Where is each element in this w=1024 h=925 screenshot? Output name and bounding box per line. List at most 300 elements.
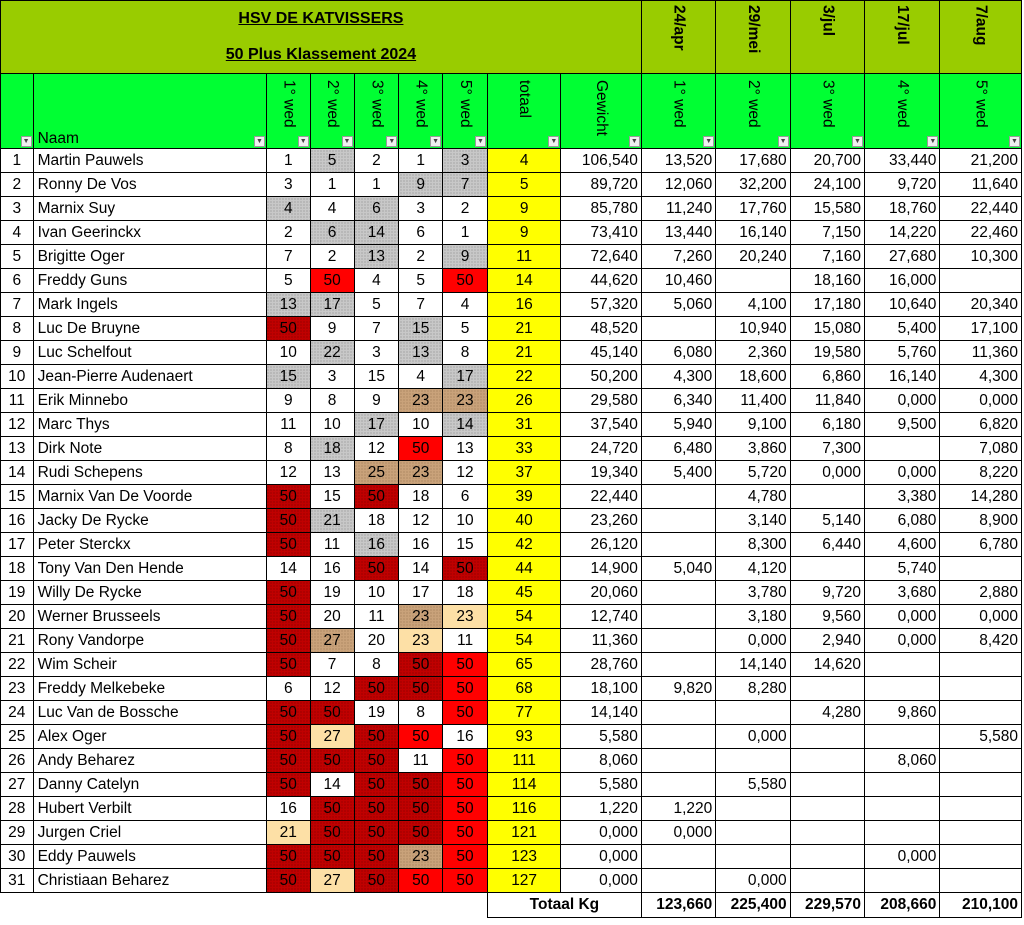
weight-cell-wed1[interactable] [641,533,715,557]
weight-cell-wed2[interactable]: 17,680 [716,149,790,173]
gewicht-cell[interactable]: 45,140 [561,341,642,365]
filter-dropdown-icon[interactable]: ▼ [548,136,559,147]
rank-cell[interactable]: 31 [1,869,34,893]
weight-cell-wed5[interactable] [940,773,1022,797]
place-cell-wed5[interactable]: 8 [443,341,488,365]
filter-dropdown-icon[interactable]: ▼ [629,136,640,147]
rank-cell[interactable]: 11 [1,389,34,413]
weight-cell-wed5[interactable] [940,797,1022,821]
place-cell-wed2[interactable]: 13 [310,461,354,485]
weight-cell-wed1[interactable]: 4,300 [641,365,715,389]
weight-cell-wed3[interactable] [790,725,864,749]
weight-cell-wed1[interactable] [641,581,715,605]
weight-cell-wed2[interactable] [716,821,790,845]
weight-cell-wed2[interactable] [716,845,790,869]
place-cell-wed1[interactable]: 10 [266,341,310,365]
place-cell-wed5[interactable]: 5 [443,317,488,341]
filter-dropdown-icon[interactable]: ▼ [475,136,486,147]
totaal-cell[interactable]: 116 [487,797,560,821]
weight-cell-wed1[interactable] [641,629,715,653]
totaal-cell[interactable]: 11 [487,245,560,269]
gewicht-cell[interactable]: 18,100 [561,677,642,701]
name-cell[interactable]: Luc Van de Bossche [33,701,266,725]
gewicht-cell[interactable]: 14,900 [561,557,642,581]
name-cell[interactable]: Luc De Bruyne [33,317,266,341]
weight-cell-wed2[interactable]: 0,000 [716,869,790,893]
place-cell-wed5[interactable]: 50 [443,653,488,677]
weight-cell-wed3[interactable]: 6,440 [790,533,864,557]
totaal-cell[interactable]: 68 [487,677,560,701]
place-cell-wed3[interactable]: 1 [354,173,399,197]
name-cell[interactable]: Peter Sterckx [33,533,266,557]
name-cell[interactable]: Jean-Pierre Audenaert [33,365,266,389]
name-cell[interactable]: Tony Van Den Hende [33,557,266,581]
col-header-totaal[interactable] [487,74,560,149]
place-cell-wed1[interactable]: 12 [266,461,310,485]
filter-dropdown-icon[interactable]: ▼ [342,136,353,147]
place-cell-wed1[interactable]: 50 [266,317,310,341]
place-cell-wed1[interactable]: 50 [266,605,310,629]
place-cell-wed5[interactable]: 12 [443,461,488,485]
place-cell-wed2[interactable]: 8 [310,389,354,413]
totaal-cell[interactable]: 54 [487,605,560,629]
weight-cell-wed5[interactable] [940,821,1022,845]
weight-cell-wed5[interactable] [940,749,1022,773]
weight-cell-wed3[interactable]: 19,580 [790,341,864,365]
place-cell-wed4[interactable]: 16 [399,533,443,557]
name-cell[interactable]: Danny Catelyn [33,773,266,797]
place-cell-wed2[interactable]: 50 [310,749,354,773]
place-cell-wed1[interactable]: 50 [266,509,310,533]
col-header-wed2[interactable] [310,74,354,149]
total-kg-wed2[interactable]: 225,400 [716,893,790,918]
name-cell[interactable]: Brigitte Oger [33,245,266,269]
place-cell-wed5[interactable]: 4 [443,293,488,317]
rank-cell[interactable]: 6 [1,269,34,293]
weight-cell-wed5[interactable]: 7,080 [940,437,1022,461]
place-cell-wed5[interactable]: 18 [443,581,488,605]
place-cell-wed1[interactable]: 14 [266,557,310,581]
place-cell-wed2[interactable]: 21 [310,509,354,533]
weight-cell-wed2[interactable]: 4,780 [716,485,790,509]
filter-dropdown-icon[interactable]: ▼ [298,136,309,147]
filter-dropdown-icon[interactable]: ▼ [703,136,714,147]
weight-cell-wed1[interactable]: 11,240 [641,197,715,221]
weight-cell-wed4[interactable] [865,437,940,461]
weight-cell-wed2[interactable]: 3,860 [716,437,790,461]
col-header-wed1[interactable] [266,74,310,149]
weight-cell-wed3[interactable]: 15,080 [790,317,864,341]
rank-cell[interactable]: 5 [1,245,34,269]
weight-cell-wed5[interactable]: 17,100 [940,317,1022,341]
weight-cell-wed4[interactable]: 16,140 [865,365,940,389]
place-cell-wed5[interactable]: 15 [443,533,488,557]
place-cell-wed2[interactable]: 3 [310,365,354,389]
weight-cell-wed2[interactable]: 4,120 [716,557,790,581]
place-cell-wed5[interactable]: 50 [443,869,488,893]
rank-cell[interactable]: 8 [1,317,34,341]
weight-cell-wed4[interactable] [865,653,940,677]
gewicht-cell[interactable]: 0,000 [561,845,642,869]
weight-cell-wed3[interactable] [790,557,864,581]
weight-cell-wed1[interactable] [641,869,715,893]
weight-cell-wed2[interactable]: 11,400 [716,389,790,413]
gewicht-cell[interactable]: 73,410 [561,221,642,245]
place-cell-wed1[interactable]: 2 [266,221,310,245]
weight-cell-wed1[interactable] [641,605,715,629]
place-cell-wed2[interactable]: 17 [310,293,354,317]
col-header-kg-wed2[interactable] [716,74,790,149]
weight-cell-wed4[interactable] [865,773,940,797]
place-cell-wed1[interactable]: 8 [266,437,310,461]
rank-cell[interactable]: 24 [1,701,34,725]
place-cell-wed1[interactable]: 9 [266,389,310,413]
weight-cell-wed5[interactable] [940,701,1022,725]
weight-cell-wed3[interactable] [790,869,864,893]
weight-cell-wed5[interactable]: 8,900 [940,509,1022,533]
place-cell-wed4[interactable]: 2 [399,245,443,269]
col-header-kg-wed5[interactable] [940,74,1022,149]
place-cell-wed1[interactable]: 3 [266,173,310,197]
place-cell-wed3[interactable]: 17 [354,413,399,437]
filter-dropdown-icon[interactable]: ▼ [386,136,397,147]
gewicht-cell[interactable]: 1,220 [561,797,642,821]
place-cell-wed3[interactable]: 4 [354,269,399,293]
gewicht-cell[interactable]: 106,540 [561,149,642,173]
weight-cell-wed5[interactable]: 0,000 [940,389,1022,413]
weight-cell-wed2[interactable]: 16,140 [716,221,790,245]
weight-cell-wed2[interactable]: 0,000 [716,629,790,653]
weight-cell-wed2[interactable]: 5,580 [716,773,790,797]
weight-cell-wed1[interactable] [641,725,715,749]
place-cell-wed1[interactable]: 50 [266,533,310,557]
weight-cell-wed1[interactable] [641,701,715,725]
place-cell-wed4[interactable]: 10 [399,413,443,437]
weight-cell-wed2[interactable]: 3,140 [716,509,790,533]
weight-cell-wed4[interactable]: 9,860 [865,701,940,725]
place-cell-wed3[interactable]: 50 [354,797,399,821]
weight-cell-wed4[interactable]: 16,000 [865,269,940,293]
rank-cell[interactable]: 25 [1,725,34,749]
place-cell-wed2[interactable]: 50 [310,797,354,821]
place-cell-wed3[interactable]: 8 [354,653,399,677]
gewicht-cell[interactable]: 0,000 [561,869,642,893]
place-cell-wed5[interactable]: 50 [443,749,488,773]
weight-cell-wed2[interactable] [716,749,790,773]
name-cell[interactable]: Ronny De Vos [33,173,266,197]
rank-cell[interactable]: 3 [1,197,34,221]
place-cell-wed4[interactable]: 50 [399,677,443,701]
weight-cell-wed2[interactable] [716,797,790,821]
filter-dropdown-icon[interactable]: ▼ [430,136,441,147]
gewicht-cell[interactable]: 0,000 [561,821,642,845]
rank-cell[interactable]: 27 [1,773,34,797]
filter-dropdown-icon[interactable]: ▼ [927,136,938,147]
place-cell-wed2[interactable]: 12 [310,677,354,701]
place-cell-wed3[interactable]: 15 [354,365,399,389]
weight-cell-wed5[interactable]: 21,200 [940,149,1022,173]
gewicht-cell[interactable]: 89,720 [561,173,642,197]
place-cell-wed2[interactable]: 27 [310,725,354,749]
totaal-cell[interactable]: 26 [487,389,560,413]
weight-cell-wed1[interactable]: 7,260 [641,245,715,269]
weight-cell-wed5[interactable]: 6,820 [940,413,1022,437]
place-cell-wed3[interactable]: 18 [354,509,399,533]
filter-dropdown-icon[interactable]: ▼ [1009,136,1020,147]
weight-cell-wed2[interactable] [716,701,790,725]
weight-cell-wed1[interactable]: 10,460 [641,269,715,293]
weight-cell-wed4[interactable]: 0,000 [865,461,940,485]
name-cell[interactable]: Marnix Suy [33,197,266,221]
totaal-cell[interactable]: 33 [487,437,560,461]
weight-cell-wed4[interactable]: 3,380 [865,485,940,509]
weight-cell-wed5[interactable]: 5,580 [940,725,1022,749]
place-cell-wed3[interactable]: 19 [354,701,399,725]
col-header-kg-wed3[interactable] [790,74,864,149]
weight-cell-wed5[interactable]: 14,280 [940,485,1022,509]
place-cell-wed3[interactable]: 50 [354,773,399,797]
weight-cell-wed3[interactable]: 18,160 [790,269,864,293]
rank-cell[interactable]: 2 [1,173,34,197]
weight-cell-wed3[interactable]: 9,560 [790,605,864,629]
weight-cell-wed1[interactable]: 0,000 [641,821,715,845]
place-cell-wed5[interactable]: 17 [443,365,488,389]
weight-cell-wed5[interactable] [940,845,1022,869]
gewicht-cell[interactable]: 26,120 [561,533,642,557]
weight-cell-wed4[interactable]: 5,400 [865,317,940,341]
weight-cell-wed3[interactable] [790,677,864,701]
place-cell-wed5[interactable]: 50 [443,797,488,821]
name-cell[interactable]: Rudi Schepens [33,461,266,485]
weight-cell-wed4[interactable] [865,869,940,893]
weight-cell-wed4[interactable]: 0,000 [865,605,940,629]
filter-dropdown-icon[interactable]: ▼ [778,136,789,147]
totaal-cell[interactable]: 16 [487,293,560,317]
place-cell-wed1[interactable]: 7 [266,245,310,269]
name-cell[interactable]: Marc Thys [33,413,266,437]
place-cell-wed4[interactable]: 17 [399,581,443,605]
gewicht-cell[interactable]: 44,620 [561,269,642,293]
col-header-kg-wed4[interactable] [865,74,940,149]
rank-cell[interactable]: 4 [1,221,34,245]
name-cell[interactable]: Werner Brusseels [33,605,266,629]
filter-dropdown-icon[interactable]: ▼ [21,136,32,147]
place-cell-wed1[interactable]: 50 [266,773,310,797]
totaal-cell[interactable]: 77 [487,701,560,725]
rank-cell[interactable]: 18 [1,557,34,581]
weight-cell-wed1[interactable]: 1,220 [641,797,715,821]
weight-cell-wed1[interactable]: 6,340 [641,389,715,413]
place-cell-wed1[interactable]: 50 [266,701,310,725]
totaal-cell[interactable]: 9 [487,197,560,221]
place-cell-wed3[interactable]: 25 [354,461,399,485]
name-cell[interactable]: Andy Beharez [33,749,266,773]
totaal-cell[interactable]: 9 [487,221,560,245]
weight-cell-wed4[interactable]: 9,720 [865,173,940,197]
totaal-cell[interactable]: 111 [487,749,560,773]
totaal-cell[interactable]: 39 [487,485,560,509]
weight-cell-wed2[interactable]: 0,000 [716,725,790,749]
gewicht-cell[interactable]: 24,720 [561,437,642,461]
totaal-cell[interactable]: 121 [487,821,560,845]
weight-cell-wed4[interactable]: 5,760 [865,341,940,365]
weight-cell-wed4[interactable]: 0,000 [865,845,940,869]
weight-cell-wed5[interactable]: 8,220 [940,461,1022,485]
rank-cell[interactable]: 29 [1,821,34,845]
place-cell-wed4[interactable]: 5 [399,269,443,293]
totaal-cell[interactable]: 40 [487,509,560,533]
gewicht-cell[interactable]: 57,320 [561,293,642,317]
place-cell-wed3[interactable]: 16 [354,533,399,557]
weight-cell-wed4[interactable] [865,677,940,701]
weight-cell-wed2[interactable]: 14,140 [716,653,790,677]
weight-cell-wed3[interactable] [790,749,864,773]
weight-cell-wed3[interactable]: 5,140 [790,509,864,533]
weight-cell-wed2[interactable]: 8,280 [716,677,790,701]
place-cell-wed5[interactable]: 16 [443,725,488,749]
weight-cell-wed5[interactable] [940,869,1022,893]
place-cell-wed3[interactable]: 12 [354,437,399,461]
name-cell[interactable]: Willy De Rycke [33,581,266,605]
place-cell-wed5[interactable]: 7 [443,173,488,197]
weight-cell-wed4[interactable]: 5,740 [865,557,940,581]
place-cell-wed2[interactable]: 2 [310,245,354,269]
place-cell-wed5[interactable]: 50 [443,557,488,581]
name-cell[interactable]: Dirk Note [33,437,266,461]
place-cell-wed3[interactable]: 2 [354,149,399,173]
place-cell-wed3[interactable]: 50 [354,725,399,749]
place-cell-wed2[interactable]: 22 [310,341,354,365]
weight-cell-wed1[interactable] [641,653,715,677]
name-cell[interactable]: Wim Scheir [33,653,266,677]
place-cell-wed3[interactable]: 20 [354,629,399,653]
name-cell[interactable]: Ivan Geerinckx [33,221,266,245]
filter-dropdown-icon[interactable]: ▼ [254,136,265,147]
gewicht-cell[interactable]: 11,360 [561,629,642,653]
place-cell-wed3[interactable]: 3 [354,341,399,365]
rank-cell[interactable]: 7 [1,293,34,317]
place-cell-wed2[interactable]: 14 [310,773,354,797]
place-cell-wed4[interactable]: 23 [399,629,443,653]
place-cell-wed5[interactable]: 50 [443,701,488,725]
name-cell[interactable]: Freddy Melkebeke [33,677,266,701]
place-cell-wed4[interactable]: 9 [399,173,443,197]
place-cell-wed3[interactable]: 14 [354,221,399,245]
rank-cell[interactable]: 23 [1,677,34,701]
gewicht-cell[interactable]: 19,340 [561,461,642,485]
place-cell-wed2[interactable]: 15 [310,485,354,509]
totaal-cell[interactable]: 21 [487,341,560,365]
rank-cell[interactable]: 22 [1,653,34,677]
place-cell-wed4[interactable]: 13 [399,341,443,365]
place-cell-wed5[interactable]: 1 [443,221,488,245]
place-cell-wed3[interactable]: 50 [354,821,399,845]
place-cell-wed1[interactable]: 50 [266,653,310,677]
gewicht-cell[interactable]: 23,260 [561,509,642,533]
place-cell-wed1[interactable]: 15 [266,365,310,389]
weight-cell-wed2[interactable]: 18,600 [716,365,790,389]
place-cell-wed1[interactable]: 50 [266,725,310,749]
gewicht-cell[interactable]: 29,580 [561,389,642,413]
total-kg-wed4[interactable]: 208,660 [865,893,940,918]
place-cell-wed2[interactable]: 50 [310,701,354,725]
place-cell-wed2[interactable]: 5 [310,149,354,173]
weight-cell-wed5[interactable]: 11,640 [940,173,1022,197]
place-cell-wed2[interactable]: 20 [310,605,354,629]
place-cell-wed1[interactable]: 5 [266,269,310,293]
place-cell-wed1[interactable]: 16 [266,797,310,821]
weight-cell-wed4[interactable] [865,725,940,749]
place-cell-wed3[interactable]: 50 [354,557,399,581]
place-cell-wed1[interactable]: 21 [266,821,310,845]
weight-cell-wed5[interactable]: 8,420 [940,629,1022,653]
weight-cell-wed2[interactable]: 3,180 [716,605,790,629]
name-cell[interactable]: Hubert Verbilt [33,797,266,821]
place-cell-wed2[interactable]: 9 [310,317,354,341]
name-cell[interactable]: Jacky De Rycke [33,509,266,533]
place-cell-wed3[interactable]: 6 [354,197,399,221]
weight-cell-wed4[interactable]: 4,600 [865,533,940,557]
col-header-gewicht[interactable] [561,74,642,149]
weight-cell-wed3[interactable] [790,821,864,845]
place-cell-wed2[interactable]: 7 [310,653,354,677]
totaal-cell[interactable]: 54 [487,629,560,653]
col-header-wed3[interactable] [354,74,399,149]
name-cell[interactable]: Mark Ingels [33,293,266,317]
gewicht-cell[interactable]: 20,060 [561,581,642,605]
rank-cell[interactable]: 1 [1,149,34,173]
col-header-rank[interactable] [1,74,34,149]
place-cell-wed3[interactable]: 50 [354,869,399,893]
totaal-cell[interactable]: 5 [487,173,560,197]
weight-cell-wed4[interactable]: 8,060 [865,749,940,773]
weight-cell-wed2[interactable]: 32,200 [716,173,790,197]
place-cell-wed4[interactable]: 15 [399,317,443,341]
name-cell[interactable]: Christiaan Beharez [33,869,266,893]
totaal-cell[interactable]: 93 [487,725,560,749]
place-cell-wed4[interactable]: 50 [399,725,443,749]
rank-cell[interactable]: 9 [1,341,34,365]
col-header-wed4[interactable] [399,74,443,149]
place-cell-wed4[interactable]: 14 [399,557,443,581]
place-cell-wed2[interactable]: 27 [310,869,354,893]
weight-cell-wed1[interactable] [641,773,715,797]
place-cell-wed1[interactable]: 11 [266,413,310,437]
place-cell-wed3[interactable]: 10 [354,581,399,605]
gewicht-cell[interactable]: 37,540 [561,413,642,437]
place-cell-wed3[interactable]: 50 [354,485,399,509]
gewicht-cell[interactable]: 85,780 [561,197,642,221]
filter-dropdown-icon[interactable]: ▼ [852,136,863,147]
place-cell-wed5[interactable]: 50 [443,845,488,869]
name-cell[interactable]: Jurgen Criel [33,821,266,845]
place-cell-wed4[interactable]: 50 [399,773,443,797]
weight-cell-wed2[interactable]: 10,940 [716,317,790,341]
rank-cell[interactable]: 20 [1,605,34,629]
gewicht-cell[interactable]: 8,060 [561,749,642,773]
place-cell-wed5[interactable]: 6 [443,485,488,509]
place-cell-wed2[interactable]: 16 [310,557,354,581]
place-cell-wed5[interactable]: 23 [443,389,488,413]
place-cell-wed4[interactable]: 18 [399,485,443,509]
place-cell-wed3[interactable]: 50 [354,677,399,701]
weight-cell-wed1[interactable]: 13,520 [641,149,715,173]
weight-cell-wed2[interactable]: 9,100 [716,413,790,437]
weight-cell-wed4[interactable]: 33,440 [865,149,940,173]
weight-cell-wed5[interactable]: 11,360 [940,341,1022,365]
name-cell[interactable]: Marnix Van De Voorde [33,485,266,509]
weight-cell-wed5[interactable] [940,677,1022,701]
